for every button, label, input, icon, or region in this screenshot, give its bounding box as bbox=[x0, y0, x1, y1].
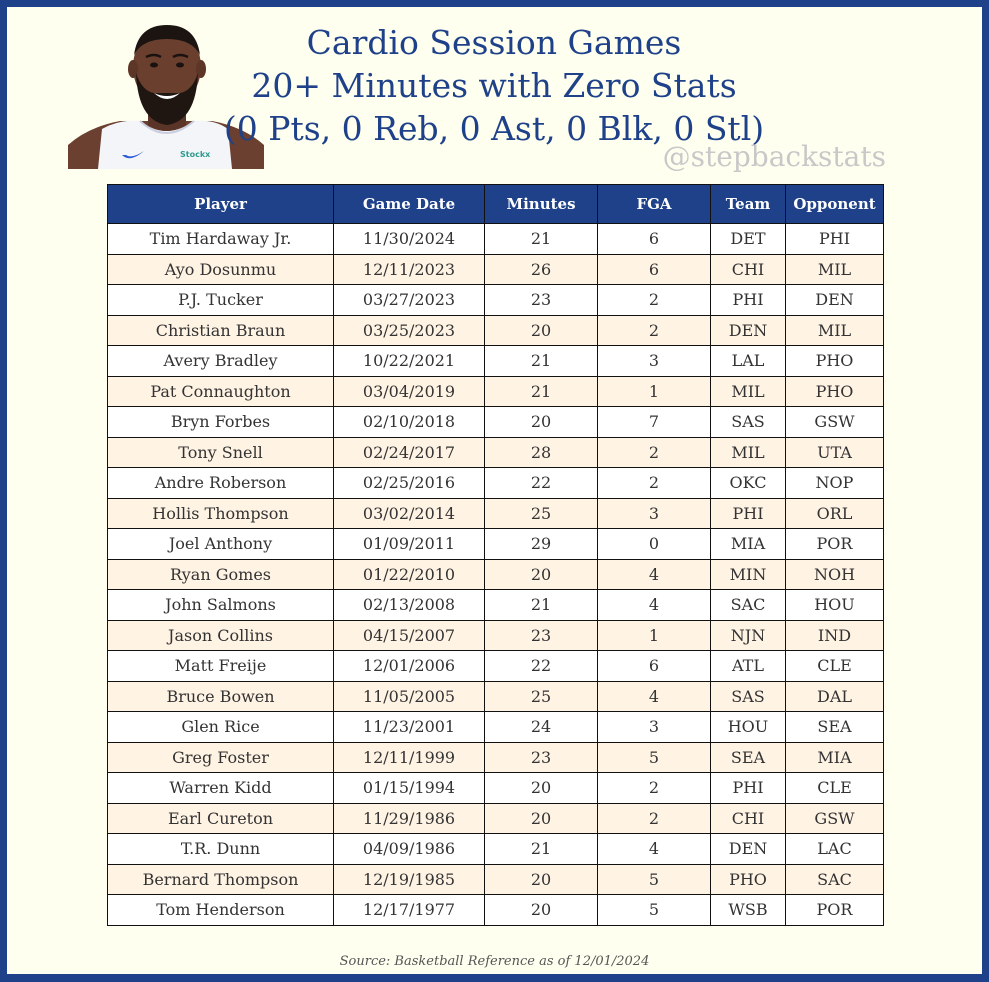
table-body bbox=[108, 224, 884, 926]
table-cell: P.J. Tucker bbox=[108, 285, 334, 316]
table-cell: 3 bbox=[598, 712, 711, 743]
column-header: Minutes bbox=[485, 185, 598, 224]
table-row bbox=[108, 315, 884, 346]
table-cell: 6 bbox=[598, 254, 711, 285]
table-cell: 02/24/2017 bbox=[334, 437, 485, 468]
table-cell: 20 bbox=[485, 803, 598, 834]
table-row bbox=[108, 254, 884, 285]
chart-frame bbox=[7, 7, 982, 974]
table-cell: 2 bbox=[598, 285, 711, 316]
table-cell: 03/25/2023 bbox=[334, 315, 485, 346]
table-cell: Ayo Dosunmu bbox=[108, 254, 334, 285]
table-cell: 28 bbox=[485, 437, 598, 468]
table-cell: 20 bbox=[485, 559, 598, 590]
column-header: Player bbox=[108, 185, 334, 224]
table-cell: 23 bbox=[485, 620, 598, 651]
column-header: FGA bbox=[598, 185, 711, 224]
table-row bbox=[108, 407, 884, 438]
table-cell: MIL bbox=[711, 376, 786, 407]
table-cell: Earl Cureton bbox=[108, 803, 334, 834]
table-cell: 2 bbox=[598, 437, 711, 468]
table-cell: 20 bbox=[485, 315, 598, 346]
table-cell: MIA bbox=[786, 742, 884, 773]
table-cell: HOU bbox=[786, 590, 884, 621]
table-cell: 2 bbox=[598, 315, 711, 346]
table-row bbox=[108, 864, 884, 895]
table-cell: MIL bbox=[786, 254, 884, 285]
table-cell: 12/11/1999 bbox=[334, 742, 485, 773]
table-row bbox=[108, 834, 884, 865]
table-cell: PHI bbox=[786, 224, 884, 255]
table-cell: 5 bbox=[598, 864, 711, 895]
table-cell: 25 bbox=[485, 681, 598, 712]
table-cell: 6 bbox=[598, 651, 711, 682]
table-cell: PHO bbox=[786, 346, 884, 377]
table-cell: DET bbox=[711, 224, 786, 255]
table-cell: 20 bbox=[485, 407, 598, 438]
table-row bbox=[108, 468, 884, 499]
table-cell: 29 bbox=[485, 529, 598, 560]
table-cell: POR bbox=[786, 529, 884, 560]
column-header: Opponent bbox=[786, 185, 884, 224]
table-cell: 21 bbox=[485, 834, 598, 865]
table-cell: 22 bbox=[485, 468, 598, 499]
table-row bbox=[108, 651, 884, 682]
table-cell: GSW bbox=[786, 803, 884, 834]
table-cell: Bruce Bowen bbox=[108, 681, 334, 712]
table-cell: 5 bbox=[598, 742, 711, 773]
table-row bbox=[108, 498, 884, 529]
table-cell: 25 bbox=[485, 498, 598, 529]
table-cell: Bryn Forbes bbox=[108, 407, 334, 438]
table-row bbox=[108, 773, 884, 804]
table-cell: LAC bbox=[786, 834, 884, 865]
table-row bbox=[108, 620, 884, 651]
table-cell: MIN bbox=[711, 559, 786, 590]
table-cell: 1 bbox=[598, 376, 711, 407]
table-cell: 5 bbox=[598, 895, 711, 926]
table-cell: 0 bbox=[598, 529, 711, 560]
table-cell: PHO bbox=[711, 864, 786, 895]
svg-text:Stockx: Stockx bbox=[180, 150, 211, 159]
table-row bbox=[108, 742, 884, 773]
table-cell: 4 bbox=[598, 559, 711, 590]
table-cell: Tom Henderson bbox=[108, 895, 334, 926]
table-cell: Ryan Gomes bbox=[108, 559, 334, 590]
chart-title bbox=[204, 21, 784, 150]
table-cell: 12/19/1985 bbox=[334, 864, 485, 895]
title-line-2: 20+ Minutes with Zero Stats bbox=[251, 66, 737, 105]
title-line-3: (0 Pts, 0 Reb, 0 Ast, 0 Blk, 0 Stl) bbox=[223, 109, 765, 148]
table-row bbox=[108, 559, 884, 590]
table-cell: MIL bbox=[711, 437, 786, 468]
table-row bbox=[108, 437, 884, 468]
table-cell: Pat Connaughton bbox=[108, 376, 334, 407]
table-cell: 20 bbox=[485, 773, 598, 804]
table-cell: 01/15/1994 bbox=[334, 773, 485, 804]
table-cell: Hollis Thompson bbox=[108, 498, 334, 529]
table-cell: 23 bbox=[485, 742, 598, 773]
table-cell: POR bbox=[786, 895, 884, 926]
table-row bbox=[108, 895, 884, 926]
table-row bbox=[108, 224, 884, 255]
table-cell: ORL bbox=[786, 498, 884, 529]
table-cell: 02/10/2018 bbox=[334, 407, 485, 438]
table-cell: OKC bbox=[711, 468, 786, 499]
table-cell: 3 bbox=[598, 498, 711, 529]
table-cell: 22 bbox=[485, 651, 598, 682]
table-cell: T.R. Dunn bbox=[108, 834, 334, 865]
table-cell: 12/17/1977 bbox=[334, 895, 485, 926]
table-cell: 04/15/2007 bbox=[334, 620, 485, 651]
table-cell: 21 bbox=[485, 224, 598, 255]
table-header-row bbox=[108, 185, 884, 224]
table-cell: PHI bbox=[711, 285, 786, 316]
table-cell: SAS bbox=[711, 407, 786, 438]
table-cell: SAS bbox=[711, 681, 786, 712]
table-cell: CLE bbox=[786, 651, 884, 682]
table-cell: NJN bbox=[711, 620, 786, 651]
table-row bbox=[108, 346, 884, 377]
table-cell: DAL bbox=[786, 681, 884, 712]
table-cell: DEN bbox=[711, 834, 786, 865]
table-cell: DEN bbox=[786, 285, 884, 316]
watermark: @stepbackstats bbox=[662, 140, 886, 173]
source-note: Source: Basketball Reference as of 12/01/2024 bbox=[339, 954, 650, 969]
table-cell: Jason Collins bbox=[108, 620, 334, 651]
table-cell: SEA bbox=[711, 742, 786, 773]
table-cell: John Salmons bbox=[108, 590, 334, 621]
table-cell: 23 bbox=[485, 285, 598, 316]
table-cell: DEN bbox=[711, 315, 786, 346]
table-cell: 2 bbox=[598, 773, 711, 804]
table-row bbox=[108, 681, 884, 712]
table-cell: MIL bbox=[786, 315, 884, 346]
table-cell: 01/09/2011 bbox=[334, 529, 485, 560]
table-cell: SAC bbox=[711, 590, 786, 621]
table-cell: 02/13/2008 bbox=[334, 590, 485, 621]
table-cell: 6 bbox=[598, 224, 711, 255]
table-cell: 21 bbox=[485, 346, 598, 377]
table-cell: Tony Snell bbox=[108, 437, 334, 468]
table-cell: SAC bbox=[786, 864, 884, 895]
table-cell: 11/23/2001 bbox=[334, 712, 485, 743]
table-cell: 12/01/2006 bbox=[334, 651, 485, 682]
table-row bbox=[108, 803, 884, 834]
table-cell: Joel Anthony bbox=[108, 529, 334, 560]
table-cell: 21 bbox=[485, 590, 598, 621]
table-cell: Andre Roberson bbox=[108, 468, 334, 499]
table-cell: LAL bbox=[711, 346, 786, 377]
table-cell: HOU bbox=[711, 712, 786, 743]
table-cell: 1 bbox=[598, 620, 711, 651]
table-cell: CHI bbox=[711, 254, 786, 285]
table-cell: 4 bbox=[598, 681, 711, 712]
table-cell: CHI bbox=[711, 803, 786, 834]
table-cell: MIA bbox=[711, 529, 786, 560]
stats-table bbox=[107, 184, 884, 926]
table-cell: NOH bbox=[786, 559, 884, 590]
title-line-1: Cardio Session Games bbox=[306, 23, 682, 62]
table-cell: Glen Rice bbox=[108, 712, 334, 743]
table-cell: 3 bbox=[598, 346, 711, 377]
table-cell: 04/09/1986 bbox=[334, 834, 485, 865]
table-row bbox=[108, 590, 884, 621]
column-header: Team bbox=[711, 185, 786, 224]
table-cell: 20 bbox=[485, 864, 598, 895]
table-row bbox=[108, 376, 884, 407]
table-cell: 03/27/2023 bbox=[334, 285, 485, 316]
table-cell: Warren Kidd bbox=[108, 773, 334, 804]
table-cell: 10/22/2021 bbox=[334, 346, 485, 377]
table-cell: 2 bbox=[598, 468, 711, 499]
table-row bbox=[108, 712, 884, 743]
table-cell: PHI bbox=[711, 773, 786, 804]
table-row bbox=[108, 285, 884, 316]
table-cell: NOP bbox=[786, 468, 884, 499]
table-cell: Avery Bradley bbox=[108, 346, 334, 377]
table-cell: 21 bbox=[485, 376, 598, 407]
table-cell: ATL bbox=[711, 651, 786, 682]
table-cell: 11/30/2024 bbox=[334, 224, 485, 255]
table-cell: 20 bbox=[485, 895, 598, 926]
table-cell: PHI bbox=[711, 498, 786, 529]
table-cell: WSB bbox=[711, 895, 786, 926]
table-cell: IND bbox=[786, 620, 884, 651]
column-header: Game Date bbox=[334, 185, 485, 224]
table-cell: 4 bbox=[598, 834, 711, 865]
table-cell: CLE bbox=[786, 773, 884, 804]
table-cell: Christian Braun bbox=[108, 315, 334, 346]
table-cell: 11/05/2005 bbox=[334, 681, 485, 712]
table-cell: GSW bbox=[786, 407, 884, 438]
table-cell: 26 bbox=[485, 254, 598, 285]
table-cell: Bernard Thompson bbox=[108, 864, 334, 895]
table-cell: 4 bbox=[598, 590, 711, 621]
table-cell: 2 bbox=[598, 803, 711, 834]
table-cell: 12/11/2023 bbox=[334, 254, 485, 285]
table-row bbox=[108, 529, 884, 560]
table-cell: 03/04/2019 bbox=[334, 376, 485, 407]
table-cell: Greg Foster bbox=[108, 742, 334, 773]
table-cell: 7 bbox=[598, 407, 711, 438]
table-cell: UTA bbox=[786, 437, 884, 468]
table-cell: Matt Freije bbox=[108, 651, 334, 682]
table-cell: 03/02/2014 bbox=[334, 498, 485, 529]
table-cell: PHO bbox=[786, 376, 884, 407]
table-cell: 01/22/2010 bbox=[334, 559, 485, 590]
table-cell: SEA bbox=[786, 712, 884, 743]
table-cell: Tim Hardaway Jr. bbox=[108, 224, 334, 255]
table-cell: 24 bbox=[485, 712, 598, 743]
table-cell: 02/25/2016 bbox=[334, 468, 485, 499]
table-cell: 11/29/1986 bbox=[334, 803, 485, 834]
